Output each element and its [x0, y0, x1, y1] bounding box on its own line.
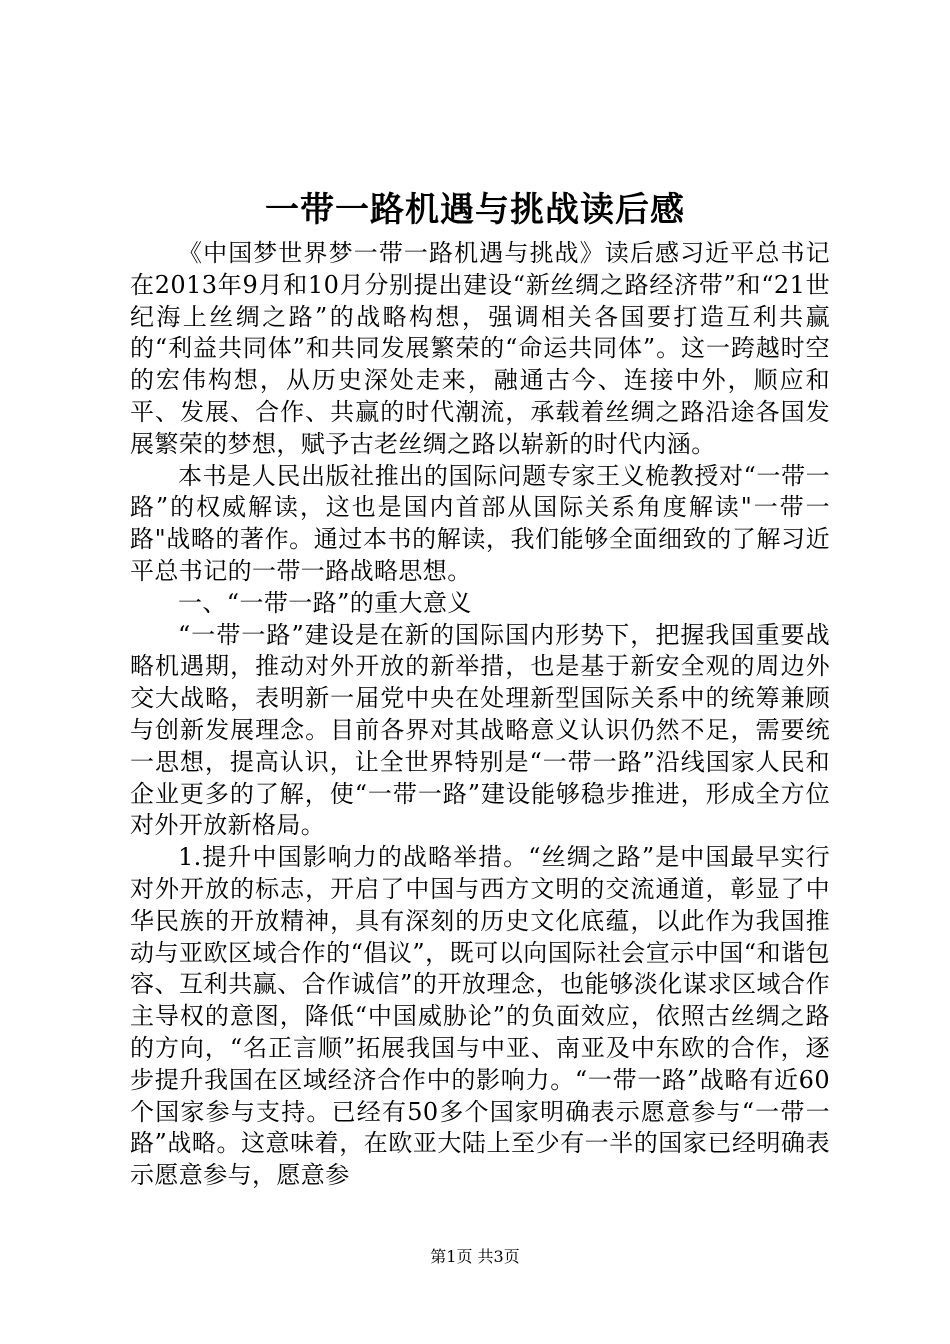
paragraph-intro: 《中国梦世界梦一带一路机遇与挑战》读后感习近平总书记在2013年9月和10月分别提出建设“新丝绸之路经济带”和“21世纪海上丝绸之路”的战略构想，强调相关各国要打造互利共赢的“利益共同体”和共同发展繁荣的“命运共同体”。这一跨越时空的宏伟构想，从历史深处走来，融通古今、连接中外，顺应和平、发展、合作、共赢的时代潮流，承载着丝绸之路沿途各国发展繁荣的梦想，赋予古老丝绸之路以崭新的时代内涵。	[130, 239, 830, 458]
page-number-footer: 第1页 共3页	[430, 1247, 520, 1266]
paragraph-point-1: 1.提升中国影响力的战略举措。“丝绸之路”是中国最早实行对外开放的标志，开启了中国与西方文明的交流通道，彰显了中华民族的开放精神，具有深刻的历史文化底蕴，以此作为我国推动与亚欧区域合作的“倡议”，既可以向国际社会宣示中国“和谐包容、互利共赢、合作诚信”的开放理念，也能够淡化谋求区域合作主导权的意图，降低“中国威胁论”的负面效应，依照古丝绸之路的方向，“名正言顺”拓展我国与中亚、南亚及中东欧的合作，逐步提升我国在区域经济合作中的影响力。“一带一路”战略有近60个国家参与支持。已经有50多个国家明确表示愿意参与“一带一路”战略。这意味着，在欧亚大陆上至少有一半的国家已经明确表示愿意参与，愿意参	[130, 843, 830, 1190]
paragraph-significance: “一带一路”建设是在新的国际国内形势下，把握我国重要战略机遇期，推动对外开放的新举措，也是基于新安全观的周边外交大战略，表明新一届党中央在处理新型国际关系中的统筹兼顾与创新发展理念。目前各界对其战略意义认识仍然不足，需要统一思想，提高认识，让全世界特别是“一带一路”沿线国家人民和企业更多的了解，使“一带一路”建设能够稳步推进，形成全方位对外开放新格局。	[130, 620, 830, 840]
document-body	[130, 238, 830, 1192]
document-title: 一带一路机遇与挑战读后感	[265, 190, 685, 230]
section-heading-significance: 一、“一带一路”的重大意义	[178, 588, 472, 617]
paragraph-book-summary: 本书是人民出版社推出的国际问题专家王义桅教授对“一带一路”的权威解读，这也是国内首部从国际关系角度解读"一带一路"战略的著作。通过本书的解读，我们能够全面细致的了解习近平总书记的一带一路战略思想。	[130, 461, 830, 585]
